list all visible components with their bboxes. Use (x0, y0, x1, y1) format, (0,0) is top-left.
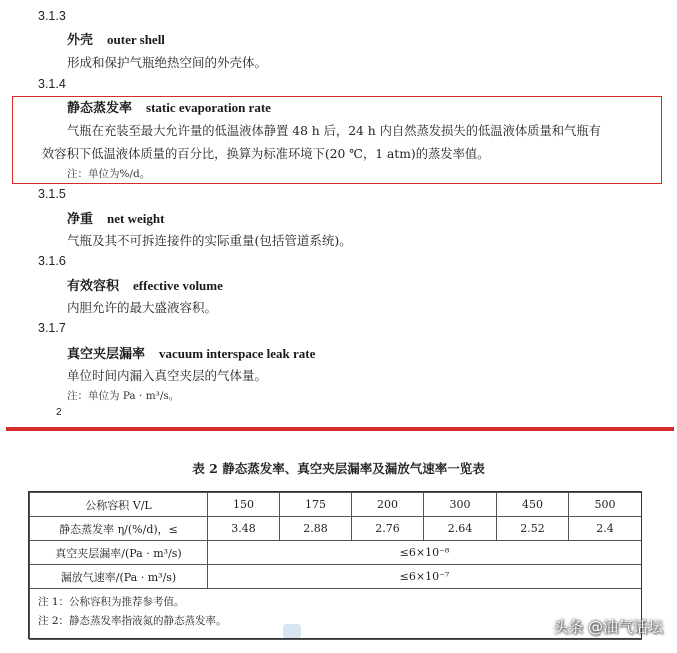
term-net-weight (67, 208, 164, 227)
data-table (29, 492, 642, 640)
note: 注：单位为 Pa · m³/s。 (67, 390, 180, 402)
term-static-evaporation-rate (67, 97, 271, 116)
clause-number-3-1-7: 3.1.7 (38, 321, 66, 335)
watermark: 头条 @油气话坛 (553, 618, 663, 636)
volume-cell: 300 (424, 493, 497, 517)
header-label-cell: 公称容积 V/L (30, 493, 208, 517)
volume-cell: 450 (497, 493, 569, 517)
clause-number-3-1-6: 3.1.6 (38, 254, 66, 268)
clause-number-3-1-4: 3.1.4 (38, 77, 66, 91)
value-cell: 2.76 (352, 517, 424, 541)
page-number: 2 (56, 407, 62, 418)
table-note: 注 1：公称容积为推荐参考值。 (38, 596, 185, 608)
table-row (30, 541, 642, 565)
term-cn: 真空夹层漏率 (67, 347, 146, 362)
table-header-row (30, 493, 642, 517)
value-cell: 3.48 (208, 517, 280, 541)
term-outer-shell (67, 29, 165, 48)
term-cn: 外壳 (67, 33, 94, 48)
merged-value-cell: ≤6×10⁻⁸ (208, 541, 642, 565)
term-en: vacuum interspace leak rate (159, 346, 316, 361)
table-title: 表 2 静态蒸发率、真空夹层漏率及漏放气速率一览表 (192, 461, 485, 476)
definition-line: 气瓶在充装至最大允许量的低温液体静置 48 h 后，24 h 内自然蒸发损失的低温液体质量和气瓶有 (67, 124, 601, 138)
term-en: net weight (107, 211, 165, 226)
volume-cell: 150 (208, 493, 280, 517)
merged-value-cell: ≤6×10⁻⁷ (208, 565, 642, 589)
term-cn: 有效容积 (67, 279, 120, 294)
value-cell: 2.52 (497, 517, 569, 541)
term-en: static evaporation rate (146, 100, 271, 115)
value-cell: 2.64 (424, 517, 497, 541)
definition-line: 气瓶及其不可拆连接件的实际重量(包括管道系统)。 (67, 233, 352, 248)
term-en: outer shell (107, 32, 165, 47)
table-note: 注 2：静态蒸发率指液氮的静态蒸发率。 (38, 615, 227, 627)
table-notes-row (30, 589, 642, 640)
term-vacuum-interspace-leak-rate (67, 343, 315, 362)
term-cn: 净重 (67, 212, 94, 227)
term-effective-volume (67, 275, 223, 294)
volume-cell: 175 (280, 493, 352, 517)
row-label-cell: 真空夹层漏率/(Pa · m³/s) (30, 541, 208, 565)
volume-cell: 500 (569, 493, 642, 517)
volume-cell: 200 (352, 493, 424, 517)
clause-number-3-1-3: 3.1.3 (38, 9, 66, 23)
red-divider (6, 427, 674, 431)
definition-line: 效容积下低温液体质量的百分比，换算为标准环境下(20 ℃，1 atm)的蒸发率值。 (42, 147, 490, 161)
value-cell: 2.4 (569, 517, 642, 541)
term-en: effective volume (133, 278, 223, 293)
note: 注：单位为%/d。 (67, 168, 151, 180)
clause-number-3-1-5: 3.1.5 (38, 187, 66, 201)
faint-mark (283, 624, 301, 638)
definition-line: 内胆允许的最大盛液容积。 (67, 300, 218, 315)
row-label-cell: 漏放气速率/(Pa · m³/s) (30, 565, 208, 589)
value-cell: 2.88 (280, 517, 352, 541)
table-row (30, 517, 642, 541)
term-cn: 静态蒸发率 (67, 101, 133, 116)
row-label-cell: 静态蒸发率 η/(%/d)，≤ (30, 517, 208, 541)
definition-line: 单位时间内漏入真空夹层的气体量。 (67, 368, 268, 383)
table-row (30, 565, 642, 589)
definition-line: 形成和保护气瓶绝热空间的外壳体。 (67, 55, 268, 70)
table-notes-cell (30, 589, 642, 640)
